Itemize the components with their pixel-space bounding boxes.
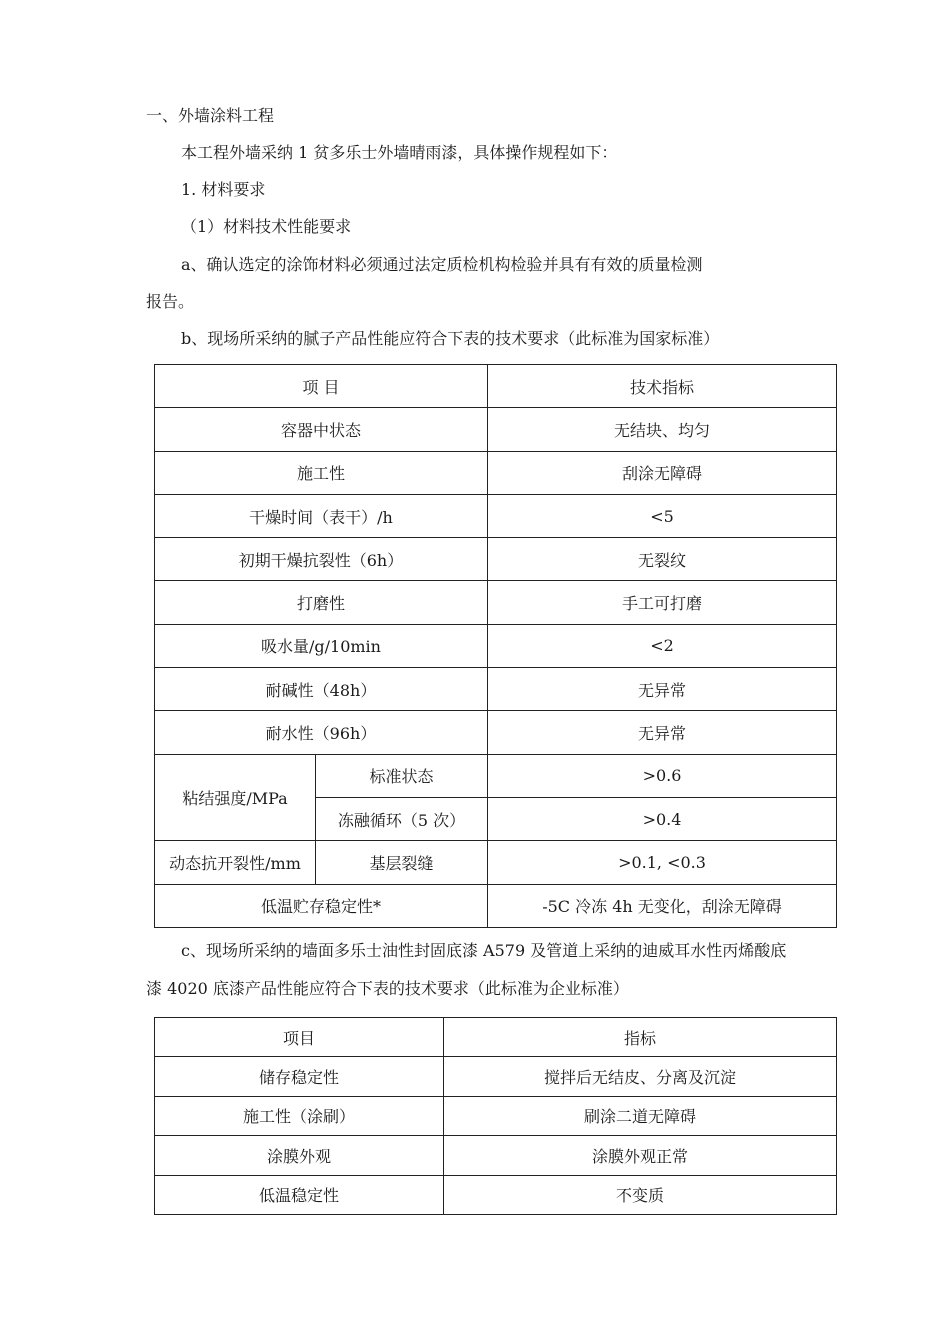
table-header-row <box>155 1018 837 1057</box>
row-item: 施工性（涂刷） <box>155 1096 444 1135</box>
item-a-paragraph: a、确认选定的涂饰材料必须通过法定质检机构检验并具有有效的质量检测 <box>181 255 703 274</box>
subsection-heading: 1. 材料要求 <box>181 180 266 199</box>
table-row <box>155 1175 837 1214</box>
row-spec: >0.6 <box>488 754 837 797</box>
row-spec: 手工可打磨 <box>488 581 837 624</box>
intro-paragraph: 本工程外墙采纳 1 贫多乐士外墙晴雨漆，具体操作规程如下： <box>181 143 618 162</box>
row-item: 涂膜外观 <box>155 1136 444 1175</box>
item-a-paragraph-continued: 报告。 <box>146 292 195 311</box>
item-c-paragraph: c、现场所采纳的墙面多乐士油性封固底漆 A579 及管道上采纳的迪威耳水性丙烯酸底 <box>181 941 787 960</box>
row-item: 容器中状态 <box>155 408 488 451</box>
row-spec: 搅拌后无结皮、分离及沉淀 <box>444 1057 837 1096</box>
row-item: 干燥时间（表干）/h <box>155 494 488 537</box>
table-row <box>155 1057 837 1096</box>
row-spec: <5 <box>488 494 837 537</box>
row-spec: 涂膜外观正常 <box>444 1136 837 1175</box>
row-subitem: 冻融循环（5 次） <box>316 797 488 840</box>
row-spec: 刷涂二道无障碍 <box>444 1096 837 1135</box>
table-row <box>155 754 837 797</box>
row-item: 打磨性 <box>155 581 488 624</box>
table-row <box>155 841 837 884</box>
table-row <box>155 624 837 667</box>
column-header-item: 项目 <box>155 1018 444 1057</box>
row-spec: >0.1, <0.3 <box>488 841 837 884</box>
putty-spec-table <box>154 364 837 928</box>
row-item: 施工性 <box>155 451 488 494</box>
row-spec: 刮涂无障碍 <box>488 451 837 494</box>
row-item: 初期干燥抗裂性（6h） <box>155 538 488 581</box>
row-spec: 无结块、均匀 <box>488 408 837 451</box>
row-spec: 不变质 <box>444 1175 837 1214</box>
row-spec: 无异常 <box>488 711 837 754</box>
bond-strength-label: 粘结强度/MPa <box>155 754 316 841</box>
row-item: 耐水性（96h） <box>155 711 488 754</box>
row-spec: -5C 冷冻 4h 无变化，刮涂无障碍 <box>488 884 837 927</box>
table-row <box>155 884 837 927</box>
row-item: 低温稳定性 <box>155 1175 444 1214</box>
row-subitem: 基层裂缝 <box>316 841 488 884</box>
table-row <box>155 408 837 451</box>
crack-resistance-label: 动态抗开裂性/mm <box>155 841 316 884</box>
primer-spec-table <box>154 1017 837 1215</box>
table-row <box>155 711 837 754</box>
table-row <box>155 1136 837 1175</box>
item-c-paragraph-continued: 漆 4020 底漆产品性能应符合下表的技术要求（此标准为企业标准） <box>146 979 629 998</box>
table-row <box>155 451 837 494</box>
table-row <box>155 494 837 537</box>
row-item: 低温贮存稳定性* <box>155 884 488 927</box>
column-header-spec: 技术指标 <box>488 365 837 408</box>
row-spec: 无裂纹 <box>488 538 837 581</box>
row-item: 储存稳定性 <box>155 1057 444 1096</box>
table-row <box>155 1096 837 1135</box>
row-item: 耐碱性（48h） <box>155 668 488 711</box>
row-spec: >0.4 <box>488 797 837 840</box>
table-row <box>155 581 837 624</box>
row-subitem: 标准状态 <box>316 754 488 797</box>
column-header-spec: 指标 <box>444 1018 837 1057</box>
row-spec: <2 <box>488 624 837 667</box>
row-spec: 无异常 <box>488 668 837 711</box>
section-heading: 一、外墙涂料工程 <box>146 106 275 125</box>
column-header-item: 项 目 <box>155 365 488 408</box>
table-row <box>155 538 837 581</box>
table-header-row <box>155 365 837 408</box>
item-b-paragraph: b、现场所采纳的腻子产品性能应符合下表的技术要求（此标准为国家标准） <box>181 329 720 348</box>
sub-subsection-heading: （1）材料技术性能要求 <box>181 217 352 236</box>
row-item: 吸水量/g/10min <box>155 624 488 667</box>
table-row <box>155 668 837 711</box>
